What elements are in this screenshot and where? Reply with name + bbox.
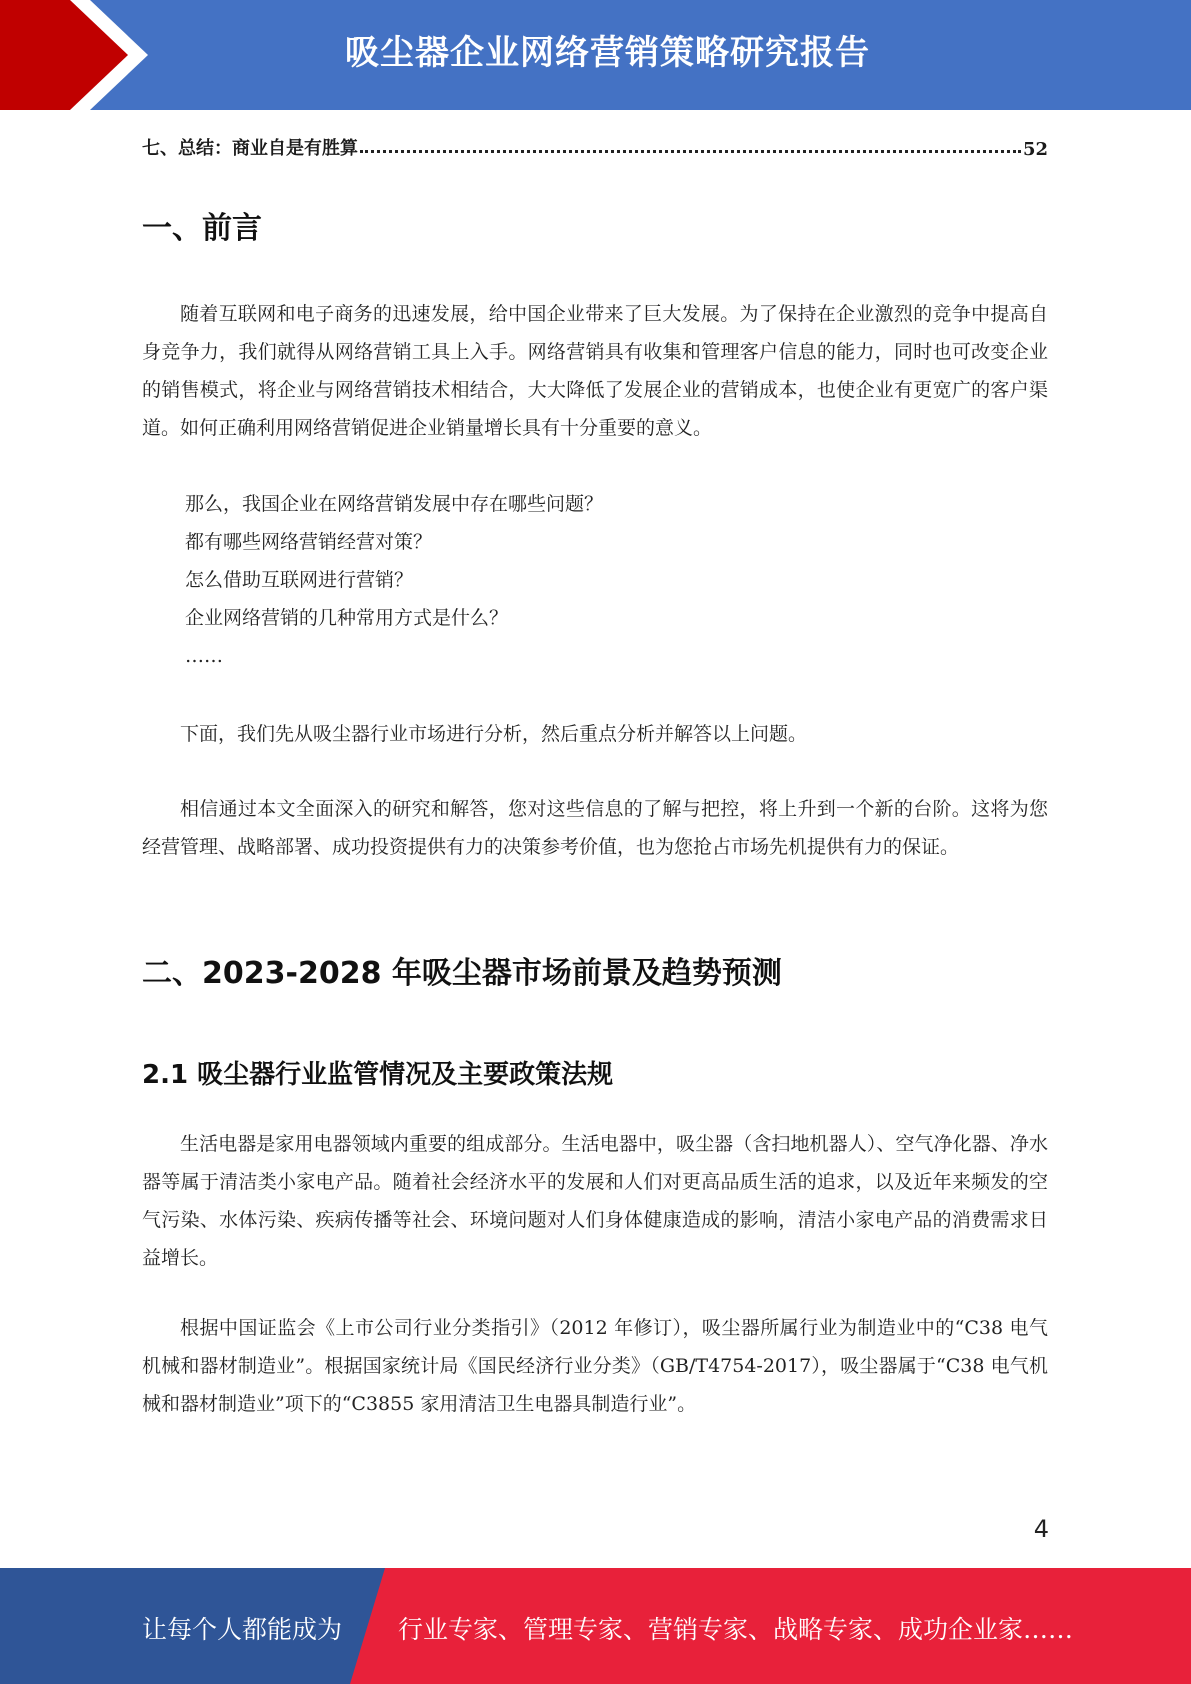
question-item: …… [185,645,223,667]
footer-slogan-left: 让每个人都能成为 [142,1615,343,1644]
section-heading-forecast: 二、2023-2028 年吸尘器市场前景及趋势预测 [142,956,782,991]
question-item: 怎么借助互联网进行营销？ [185,569,414,591]
toc-leader-dots [360,149,1021,153]
question-list [185,485,603,675]
question-item: 都有哪些网络营销经营对策？ [185,531,433,553]
preface-paragraph-3: 相信通过本文全面深入的研究和解答，您对这些信息的了解与把控，将上升到一个新的台阶。这将为您经营管理、战略部署、成功投资提供有力的决策参考价值，也为您抢占市场先机提供有力的保证。 [142,798,1048,858]
footer-slogan-right: 行业专家、管理专家、营销专家、战略专家、成功企业家…… [398,1615,1074,1644]
toc-entry[interactable] [142,128,1048,160]
report-footer [0,1568,1191,1684]
question-item: 那么，我国企业在网络营销发展中存在哪些问题？ [185,493,604,515]
page-number: 4 [1033,1515,1049,1543]
report-title: 吸尘器企业网络营销策略研究报告 [345,33,870,73]
forecast-paragraph-2: 根据中国证监会《上市公司行业分类指引》（2012 年修订），吸尘器所属行业为制造业中的“C38 电气机械和器材制造业”。根据国家统计局《国民经济行业分类》（GB/T4754-2017），吸尘器属于“C38 电气机械和器材制造业”项下的“C3855 家用清洁卫生电器具制造行业”。 [142,1317,1048,1415]
question-item: 企业网络营销的几种常用方式是什么？ [185,607,509,629]
forecast-paragraph-1: 生活电器是家用电器领域内重要的组成部分。生活电器中，吸尘器（含扫地机器人）、空气净化器、净水器等属于清洁类小家电产品。随着社会经济水平的发展和人们对更高品质生活的追求，以及近年来频发的空气污染、水体污染、疾病传播等社会、环境问题对人们身体健康造成的影响，清洁小家电产品的消费需求日益增长。 [142,1133,1048,1269]
toc-entry-page: 52 [1022,139,1048,160]
toc-entry-label: 七、总结：商业自是有胜算 [142,138,358,159]
preface-paragraph-2: 下面，我们先从吸尘器行业市场进行分析，然后重点分析并解答以上问题。 [180,723,808,745]
report-header [0,0,1191,110]
preface-paragraph-1: 随着互联网和电子商务的迅速发展，给中国企业带来了巨大发展。为了保持在企业激烈的竞争中提高自身竞争力，我们就得从网络营销工具上入手。网络营销具有收集和管理客户信息的能力，同时也可改变企业的销售模式，将企业与网络营销技术相结合，大大降低了发展企业的营销成本，也使企业有更宽广的客户渠道。如何正确利用网络营销促进企业销量增长具有十分重要的意义。 [142,303,1048,439]
section-heading-preface: 一、前言 [142,211,262,246]
subsection-heading-regulation: 2.1 吸尘器行业监管情况及主要政策法规 [142,1060,614,1090]
